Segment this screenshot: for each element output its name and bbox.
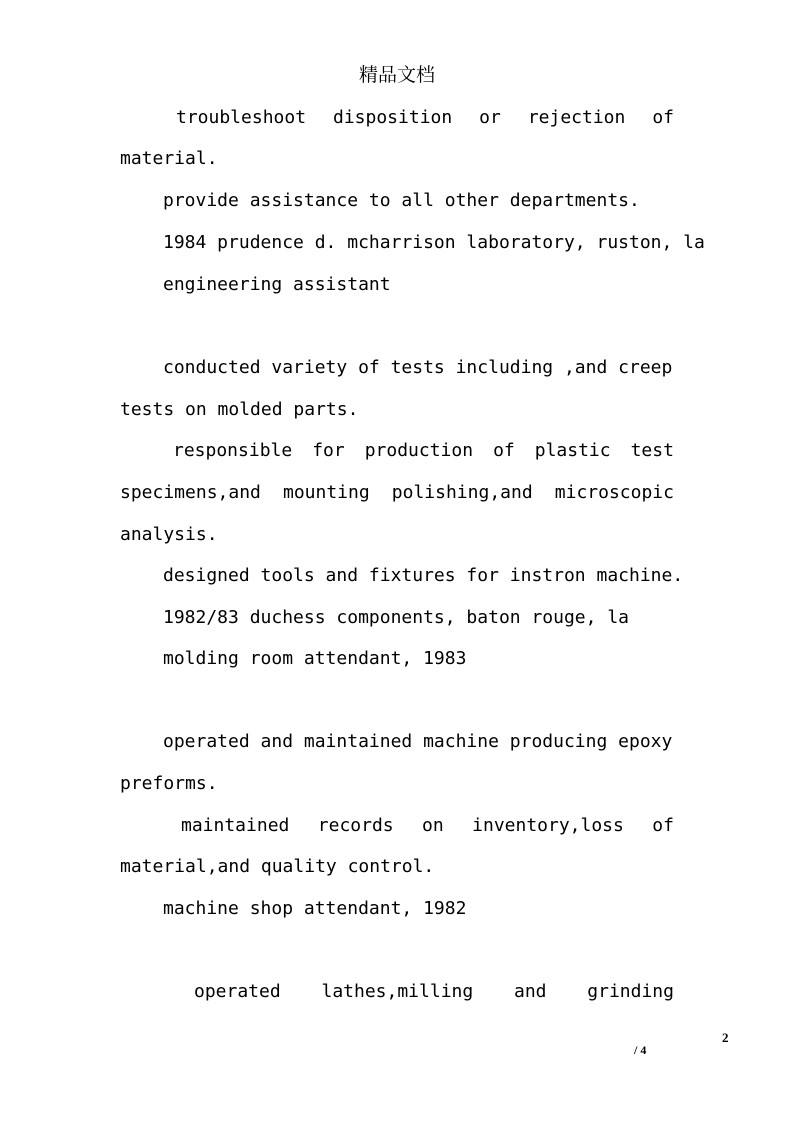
word: and xyxy=(513,981,547,1002)
text-line-11: designed tools and fixtures for instron machine. xyxy=(163,565,684,586)
text-line-9 xyxy=(120,482,674,504)
word: plastic xyxy=(534,440,611,461)
word: of xyxy=(493,440,515,461)
text-line-2: material. xyxy=(120,148,218,169)
text-line-3: provide assistance to all other departments. xyxy=(163,190,640,211)
word: rejection xyxy=(527,107,626,128)
text-line-13: molding room attendant, 1983 xyxy=(163,648,467,669)
word: test xyxy=(630,440,674,461)
page-header: 精品文档 xyxy=(358,64,435,86)
text-line-15: preforms. xyxy=(120,773,218,794)
text-line-7: tests on molded parts. xyxy=(120,399,359,420)
word: polishing,and xyxy=(391,482,533,503)
word: on xyxy=(422,815,444,836)
page-total: / 4 xyxy=(634,1043,647,1057)
word: of xyxy=(652,815,674,836)
text-line-8 xyxy=(173,440,674,462)
text-line-5: engineering assistant xyxy=(163,274,391,295)
text-line-1 xyxy=(176,107,674,129)
text-line-4: 1984 prudence d. mcharrison laboratory, ruston, la xyxy=(163,232,705,253)
word: troubleshoot xyxy=(176,107,307,128)
word: or xyxy=(479,107,501,128)
word: operated xyxy=(194,981,281,1002)
word: lathes,milling xyxy=(321,981,474,1002)
page-number: 2 xyxy=(722,1030,729,1045)
word: microscopic xyxy=(554,482,674,503)
word: for xyxy=(312,440,345,461)
text-line-6: conducted variety of tests including ,and creep xyxy=(163,357,673,378)
word: responsible xyxy=(173,440,293,461)
word: maintained xyxy=(181,815,290,836)
word: mounting xyxy=(282,482,370,503)
text-line-19 xyxy=(194,981,674,1003)
word: specimens,and xyxy=(120,482,261,503)
text-line-17: material,and quality control. xyxy=(120,856,435,877)
text-line-14: operated and maintained machine producing epoxy xyxy=(163,731,673,752)
text-line-10: analysis. xyxy=(120,524,218,545)
word: disposition xyxy=(333,107,453,128)
word: grinding xyxy=(587,981,674,1002)
text-line-18: machine shop attendant, 1982 xyxy=(163,898,467,919)
word: inventory,loss xyxy=(472,815,624,836)
word: records xyxy=(317,815,394,836)
text-line-16 xyxy=(181,815,674,837)
word: production xyxy=(364,440,474,461)
text-line-12: 1982/83 duchess components, baton rouge, la xyxy=(163,607,629,628)
word: of xyxy=(652,107,674,128)
